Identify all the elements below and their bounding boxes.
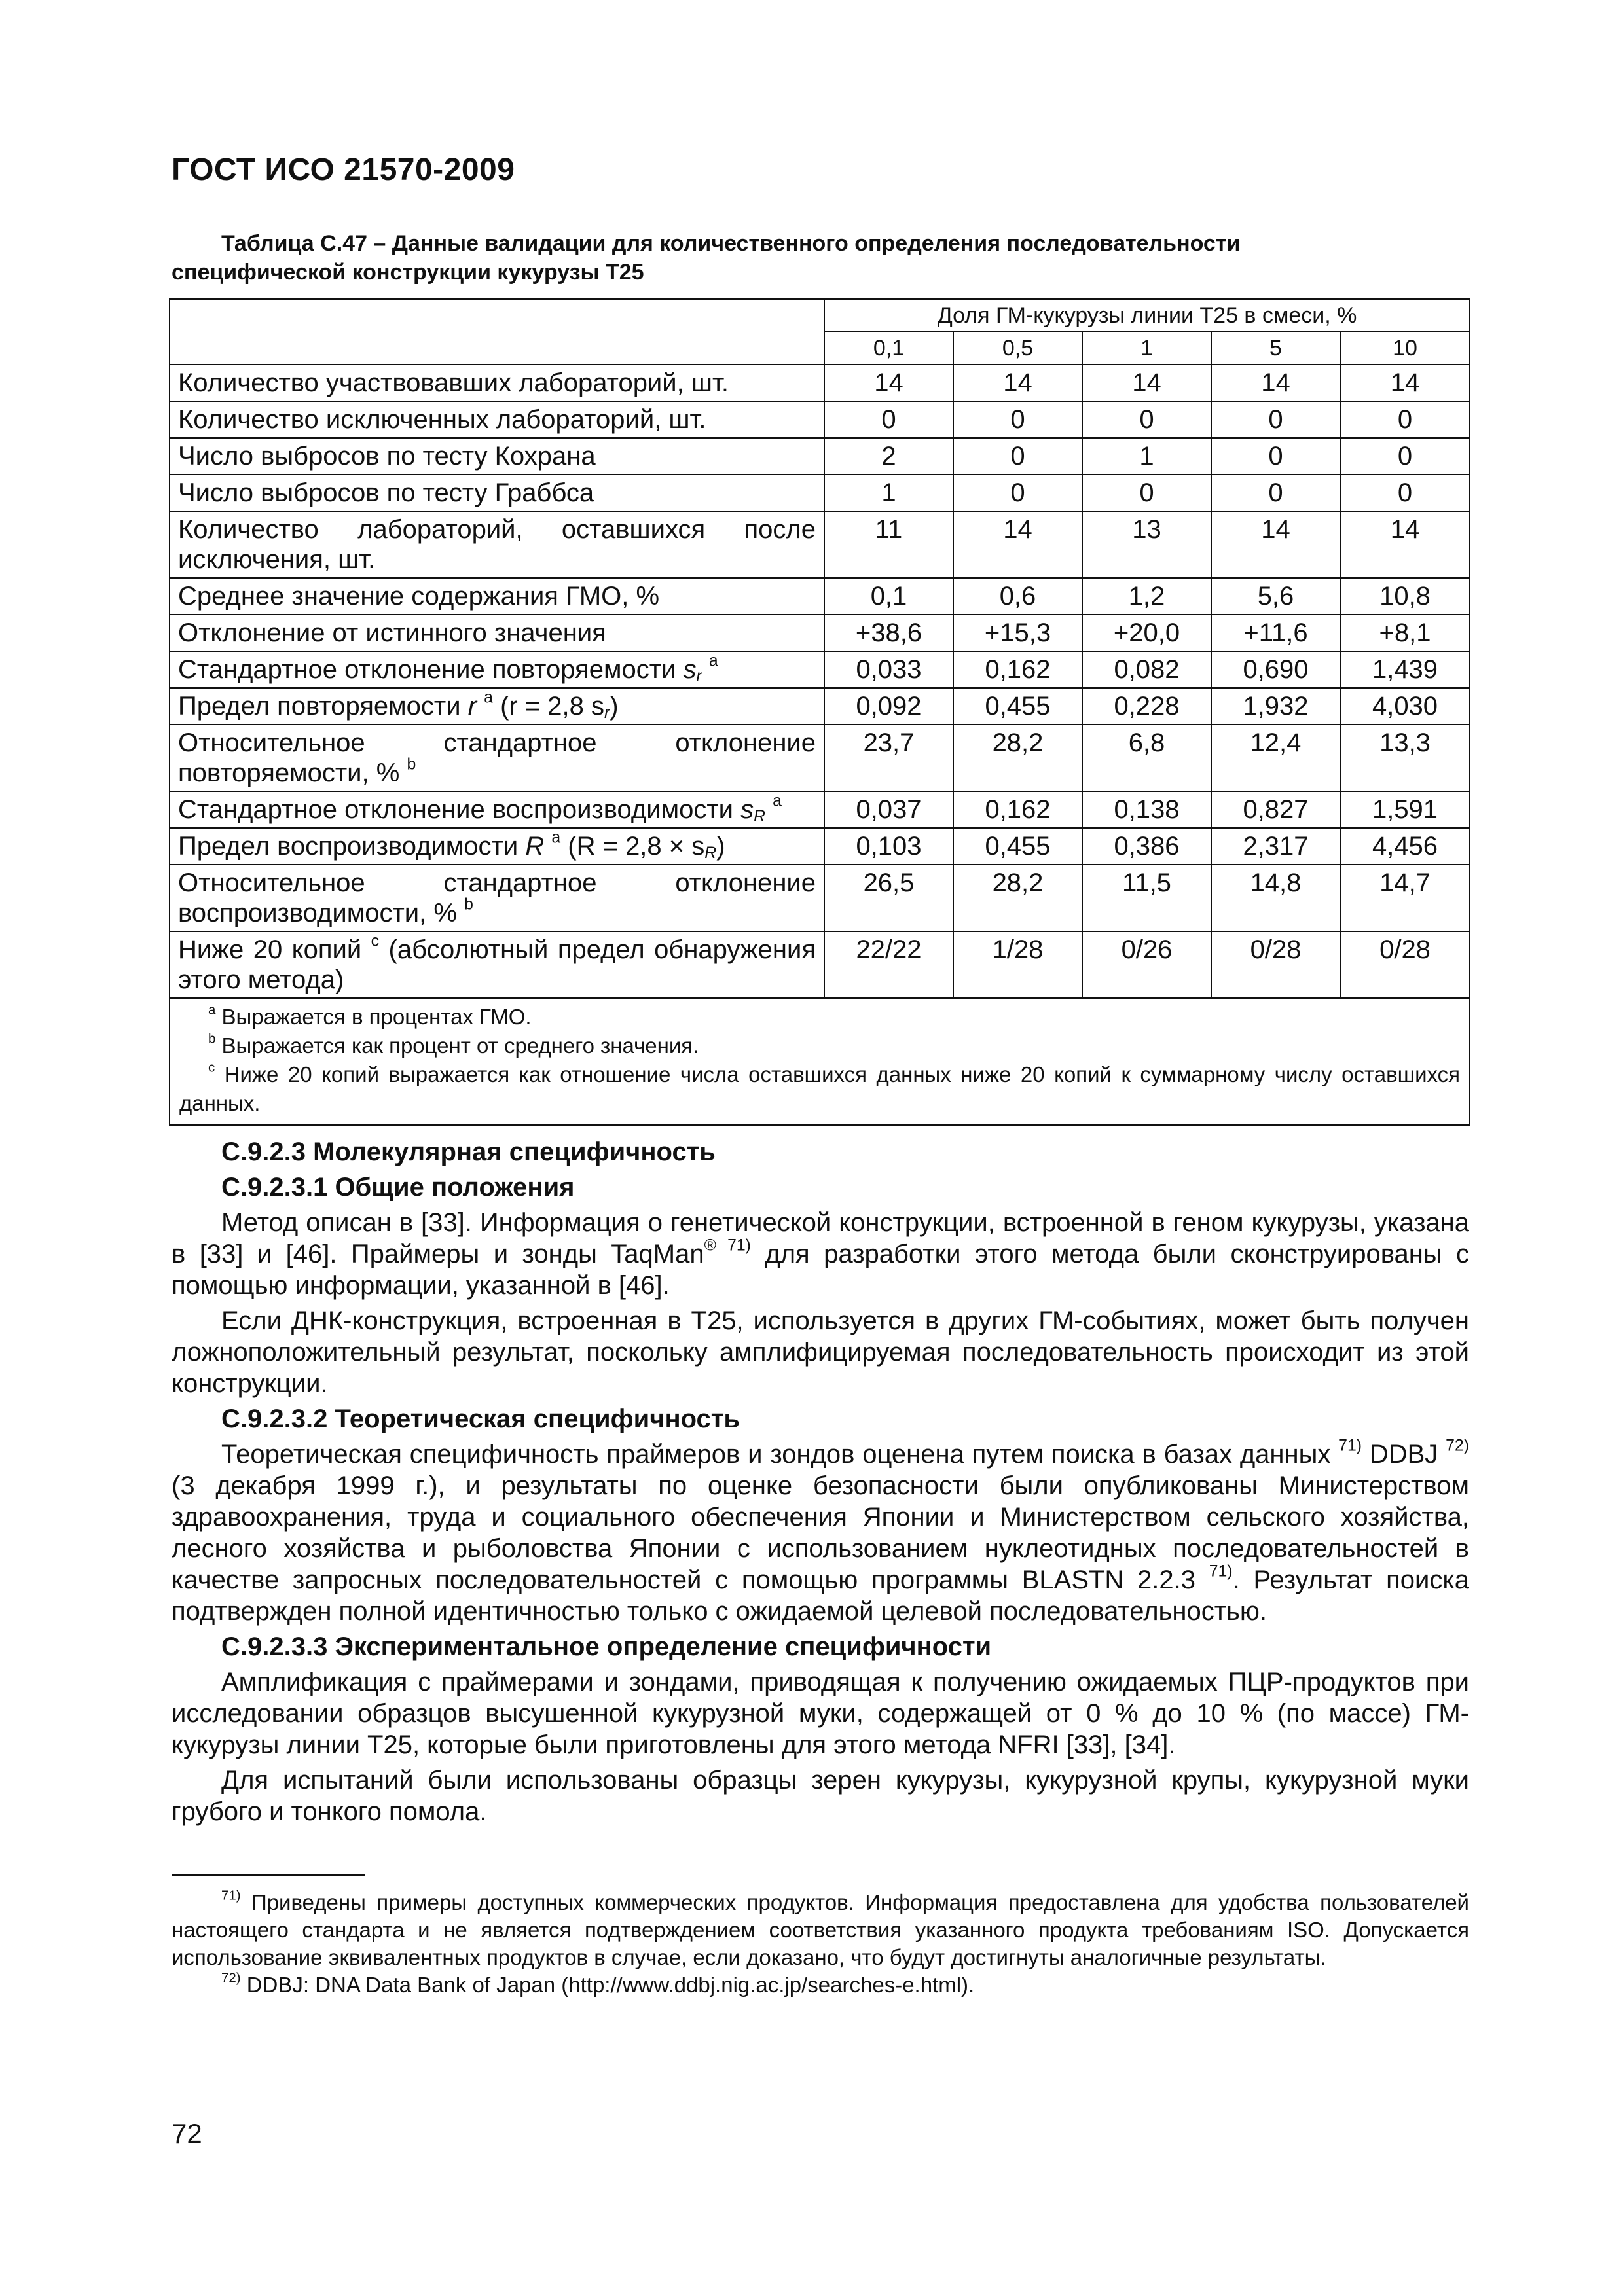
table-cell: 0,162 <box>953 791 1082 828</box>
footnotes <box>172 1889 1469 1999</box>
row-label-text: Относительное стандартное отклонение повторяемости, % <box>178 728 816 787</box>
subscript: R <box>704 844 717 862</box>
table-cell: +20,0 <box>1082 615 1211 651</box>
body-text <box>172 1132 1469 1831</box>
table-cell: 6,8 <box>1082 725 1211 791</box>
paragraph <box>172 1207 1469 1301</box>
subscript: R <box>754 807 766 825</box>
paragraph <box>172 1439 1469 1627</box>
paragraph: Для испытаний были использованы образцы зерен кукурузы, кукурузной крупы, кукурузной муки грубого и тонкого помола. <box>172 1766 1469 1826</box>
note-text: Ниже 20 копий выражается как отношение числа оставшихся данных ниже 20 копий к суммарному числу оставшихся данных. <box>179 1062 1461 1115</box>
document-header: ГОСТ ИСО 21570-2009 <box>172 152 515 187</box>
row-label <box>170 791 824 828</box>
table-cell: 1 <box>1082 438 1211 475</box>
row-label <box>170 865 824 931</box>
paragraph: Если ДНК-конструкция, встроенная в Т25, используется в других ГМ-событиях, может быть получен ложноположительный результат, поскольку амплифицируемая последовательность происходит из этой конструкции. <box>172 1306 1469 1398</box>
table-cell: 0,455 <box>953 688 1082 725</box>
table-cell: 0,1 <box>824 578 953 615</box>
table-row <box>170 578 1470 615</box>
table-cell: 0,228 <box>1082 688 1211 725</box>
table-cell: 0 <box>1211 475 1340 511</box>
table-cell: 26,5 <box>824 865 953 931</box>
row-label-formula: (r = 2,8 s <box>492 692 605 721</box>
table-cell: 2 <box>824 438 953 475</box>
column-header: 0,1 <box>824 332 953 365</box>
row-label: Отклонение от истинного значения <box>170 615 824 651</box>
row-label <box>170 931 824 998</box>
table-cell: 1/28 <box>953 931 1082 998</box>
row-label-formula: (R = 2,8 × s <box>560 832 705 861</box>
footnote-ref: 72) <box>1446 1437 1469 1455</box>
paragraph-text: Метод описан в [33]. Информация о генетической конструкции, встроенной в геном кукурузы, указана в [33] и [46]. Праймеры и зонды TaqMan <box>172 1208 1469 1268</box>
table-cell: +8,1 <box>1340 615 1470 651</box>
table-cell: 0 <box>1340 475 1470 511</box>
row-label: Число выбросов по тесту Граббса <box>170 475 824 511</box>
note-text: Выражается в процентах ГМО. <box>221 1005 532 1029</box>
table-header-row <box>170 299 1470 332</box>
table-cell: 0 <box>1211 438 1340 475</box>
table-cell: 0,386 <box>1082 828 1211 865</box>
row-label-text: Относительное стандартное отклонение воспроизводимости, % <box>178 869 816 927</box>
note-ref: a <box>551 829 561 847</box>
footnote-ref: 71) <box>1209 1562 1233 1581</box>
row-label <box>170 651 824 688</box>
table-cell: 1 <box>824 475 953 511</box>
table-cell: +11,6 <box>1211 615 1340 651</box>
row-label <box>170 725 824 791</box>
footnote <box>172 1971 1469 1999</box>
symbol: r <box>467 692 477 721</box>
table-caption-line: Таблица С.47 – Данные валидации для количественного определения последовательности <box>221 231 1241 256</box>
table-cell: 0,033 <box>824 651 953 688</box>
row-label <box>170 688 824 725</box>
note-ref: a <box>708 652 718 670</box>
table-cell: 14 <box>824 365 953 401</box>
table-cell: 28,2 <box>953 865 1082 931</box>
row-label-text: Стандартное отклонение повторяемости <box>178 655 684 684</box>
row-label: Количество участвовавших лабораторий, шт. <box>170 365 824 401</box>
table-row <box>170 791 1470 828</box>
table-cell: 14 <box>1211 365 1340 401</box>
table-note <box>179 1031 1460 1060</box>
table-cell: 14 <box>1211 511 1340 578</box>
table-corner-cell <box>170 299 824 365</box>
footnote-ref: 71) <box>1338 1437 1362 1455</box>
table-cell: 14,8 <box>1211 865 1340 931</box>
paragraph-text: . Результат поиска подтвержден полной идентичностью только с ожидаемой целевой последовательностью. <box>172 1566 1469 1626</box>
table-cell: 0 <box>1340 401 1470 438</box>
row-label-end: ) <box>610 692 619 721</box>
row-label <box>170 828 824 865</box>
table-cell: 0,690 <box>1211 651 1340 688</box>
page-number: 72 <box>172 2118 202 2149</box>
table-cell: 0,037 <box>824 791 953 828</box>
note-ref: b <box>407 755 416 774</box>
table-cell: 0 <box>824 401 953 438</box>
table-cell: 13,3 <box>1340 725 1470 791</box>
table-cell: 0,082 <box>1082 651 1211 688</box>
note-mark: b <box>208 1031 216 1047</box>
table-cell: 0/28 <box>1340 931 1470 998</box>
table-cell: 14 <box>1340 365 1470 401</box>
table-cell: 14 <box>953 365 1082 401</box>
table-cell: 22/22 <box>824 931 953 998</box>
paragraph-text: (3 декабря 1999 г.), и результаты по оценке безопасности были опубликованы Министерством здравоохранения, труда и социального обеспечения Японии и Министерством сельского хозяйства, лесного хозяйства и рыболовства Японии с использованием нуклеотидных последовательностей в качестве запросных последовательностей с помощью программы BLASTN 2.2.3 <box>172 1471 1469 1594</box>
table-row <box>170 615 1470 651</box>
table-row <box>170 725 1470 791</box>
column-header: 10 <box>1340 332 1470 365</box>
row-label-text: Предел воспроизводимости <box>178 832 526 861</box>
table-cell: 1,2 <box>1082 578 1211 615</box>
table-cell: 1,439 <box>1340 651 1470 688</box>
table-cell: 0,103 <box>824 828 953 865</box>
table-row <box>170 365 1470 401</box>
table-row <box>170 931 1470 998</box>
table-cell: 28,2 <box>953 725 1082 791</box>
paragraph-text: для разработки этого метода были сконструированы с помощью информации, указанной в [46]. <box>172 1240 1470 1300</box>
symbol: s <box>683 655 697 684</box>
table-cell: 0/28 <box>1211 931 1340 998</box>
note-mark: c <box>208 1060 215 1075</box>
paragraph: Амплификация с праймерами и зондами, приводящая к получению ожидаемых ПЦР-продуктов при исследовании образцов высушенной кукурузной муки, содержащей от 0 % до 10 % (по массе) ГМ-кукурузы линии Т25, которые были приготовлены для этого метода NFRI [33], [34]. <box>172 1668 1469 1759</box>
subscript: r <box>696 667 702 685</box>
row-label-end: ) <box>716 832 725 861</box>
symbol: s <box>740 795 754 824</box>
table-cell: 5,6 <box>1211 578 1340 615</box>
table-cell: 2,317 <box>1211 828 1340 865</box>
table-cell: 11 <box>824 511 953 578</box>
table-notes <box>170 998 1470 1125</box>
table-row <box>170 865 1470 931</box>
paragraph-text: Теоретическая специфичность праймеров и зондов оценена путем поиска в базах данных <box>221 1440 1339 1469</box>
table-cell: 1,591 <box>1340 791 1470 828</box>
footnote-text: Приведены примеры доступных коммерческих продуктов. Информация предоставлена для удобства пользователей настоящего стандарта и не является подтверждением соответствия указанного продукта требованиям ISO. Допускается использование эквивалентных продуктов в случае, если доказано, что будут достигнуты аналогичные результаты. <box>172 1890 1469 1969</box>
table-cell: 0,455 <box>953 828 1082 865</box>
footnote-mark: 71) <box>221 1888 241 1903</box>
column-header: 5 <box>1211 332 1340 365</box>
table-cell: +38,6 <box>824 615 953 651</box>
table-notes-row <box>170 998 1470 1125</box>
table-cell: 0 <box>1082 401 1211 438</box>
row-label: Количество лабораторий, оставшихся после исключения, шт. <box>170 511 824 578</box>
table-cell: 0,827 <box>1211 791 1340 828</box>
table-row <box>170 828 1470 865</box>
table-caption <box>172 229 1474 287</box>
table-row <box>170 688 1470 725</box>
table-cell: 0/26 <box>1082 931 1211 998</box>
paragraph-text: DDBJ <box>1362 1440 1446 1469</box>
table-group-header: Доля ГМ-кукурузы линии Т25 в смеси, % <box>824 299 1470 332</box>
table-cell: 23,7 <box>824 725 953 791</box>
table-cell: 0,138 <box>1082 791 1211 828</box>
symbol: R <box>525 832 545 861</box>
row-label-text: Ниже 20 копий <box>178 935 371 964</box>
table-cell: 0 <box>1340 438 1470 475</box>
note-ref: b <box>464 895 473 914</box>
table-caption-line: специфической конструкции кукурузы Т25 <box>172 260 644 285</box>
row-label: Среднее значение содержания ГМО, % <box>170 578 824 615</box>
note-ref: c <box>371 932 380 950</box>
section-heading: С.9.2.3.2 Теоретическая специфичность <box>221 1405 740 1433</box>
note-mark: a <box>208 1002 216 1018</box>
note-ref: a <box>484 689 493 707</box>
table-cell: 14 <box>1340 511 1470 578</box>
section-heading: С.9.2.3.3 Экспериментальное определение специфичности <box>221 1632 992 1661</box>
table-cell: 14 <box>1082 365 1211 401</box>
table-cell: 1,932 <box>1211 688 1340 725</box>
validation-table <box>169 298 1470 1126</box>
table-row <box>170 511 1470 578</box>
row-label-text: Стандартное отклонение воспроизводимости <box>178 795 741 824</box>
table-cell: 0 <box>953 401 1082 438</box>
column-header: 1 <box>1082 332 1211 365</box>
table-cell: 0 <box>953 438 1082 475</box>
table-cell: 14 <box>953 511 1082 578</box>
table-cell: 0 <box>1082 475 1211 511</box>
subscript: r <box>604 704 610 722</box>
table-cell: 4,030 <box>1340 688 1470 725</box>
table-cell: 12,4 <box>1211 725 1340 791</box>
note-ref: a <box>773 792 782 810</box>
table-cell: 0,162 <box>953 651 1082 688</box>
table-note <box>179 1060 1460 1118</box>
table-cell: 10,8 <box>1340 578 1470 615</box>
table-cell: 4,456 <box>1340 828 1470 865</box>
footnote-separator <box>172 1874 365 1876</box>
table-cell: 13 <box>1082 511 1211 578</box>
footnote <box>172 1889 1469 1971</box>
table-cell: 0 <box>953 475 1082 511</box>
row-label: Количество исключенных лабораторий, шт. <box>170 401 824 438</box>
note-text: Выражается как процент от среднего значения. <box>221 1033 699 1058</box>
table-note <box>179 1003 1460 1031</box>
table-cell: +15,3 <box>953 615 1082 651</box>
table-cell: 14,7 <box>1340 865 1470 931</box>
footnote-mark: 72) <box>221 1970 241 1986</box>
table-row <box>170 475 1470 511</box>
table-row <box>170 438 1470 475</box>
section-heading: С.9.2.3 Молекулярная специфичность <box>221 1138 716 1166</box>
column-header: 0,5 <box>953 332 1082 365</box>
table-cell: 0 <box>1211 401 1340 438</box>
row-label: Число выбросов по тесту Кохрана <box>170 438 824 475</box>
row-label-tail: (абсолютный предел обнаружения этого метода) <box>178 935 816 994</box>
table-row <box>170 401 1470 438</box>
row-label-text: Предел повторяемости <box>178 692 468 721</box>
section-heading: С.9.2.3.1 Общие положения <box>221 1173 575 1202</box>
footnote-ref: ® 71) <box>704 1236 751 1255</box>
table-cell: 0,6 <box>953 578 1082 615</box>
table-cell: 11,5 <box>1082 865 1211 931</box>
footnote-text: DDBJ: DNA Data Bank of Japan (http://www.ddbj.nig.ac.jp/searches-e.html). <box>240 1973 975 1997</box>
table-cell: 0,092 <box>824 688 953 725</box>
table-row <box>170 651 1470 688</box>
